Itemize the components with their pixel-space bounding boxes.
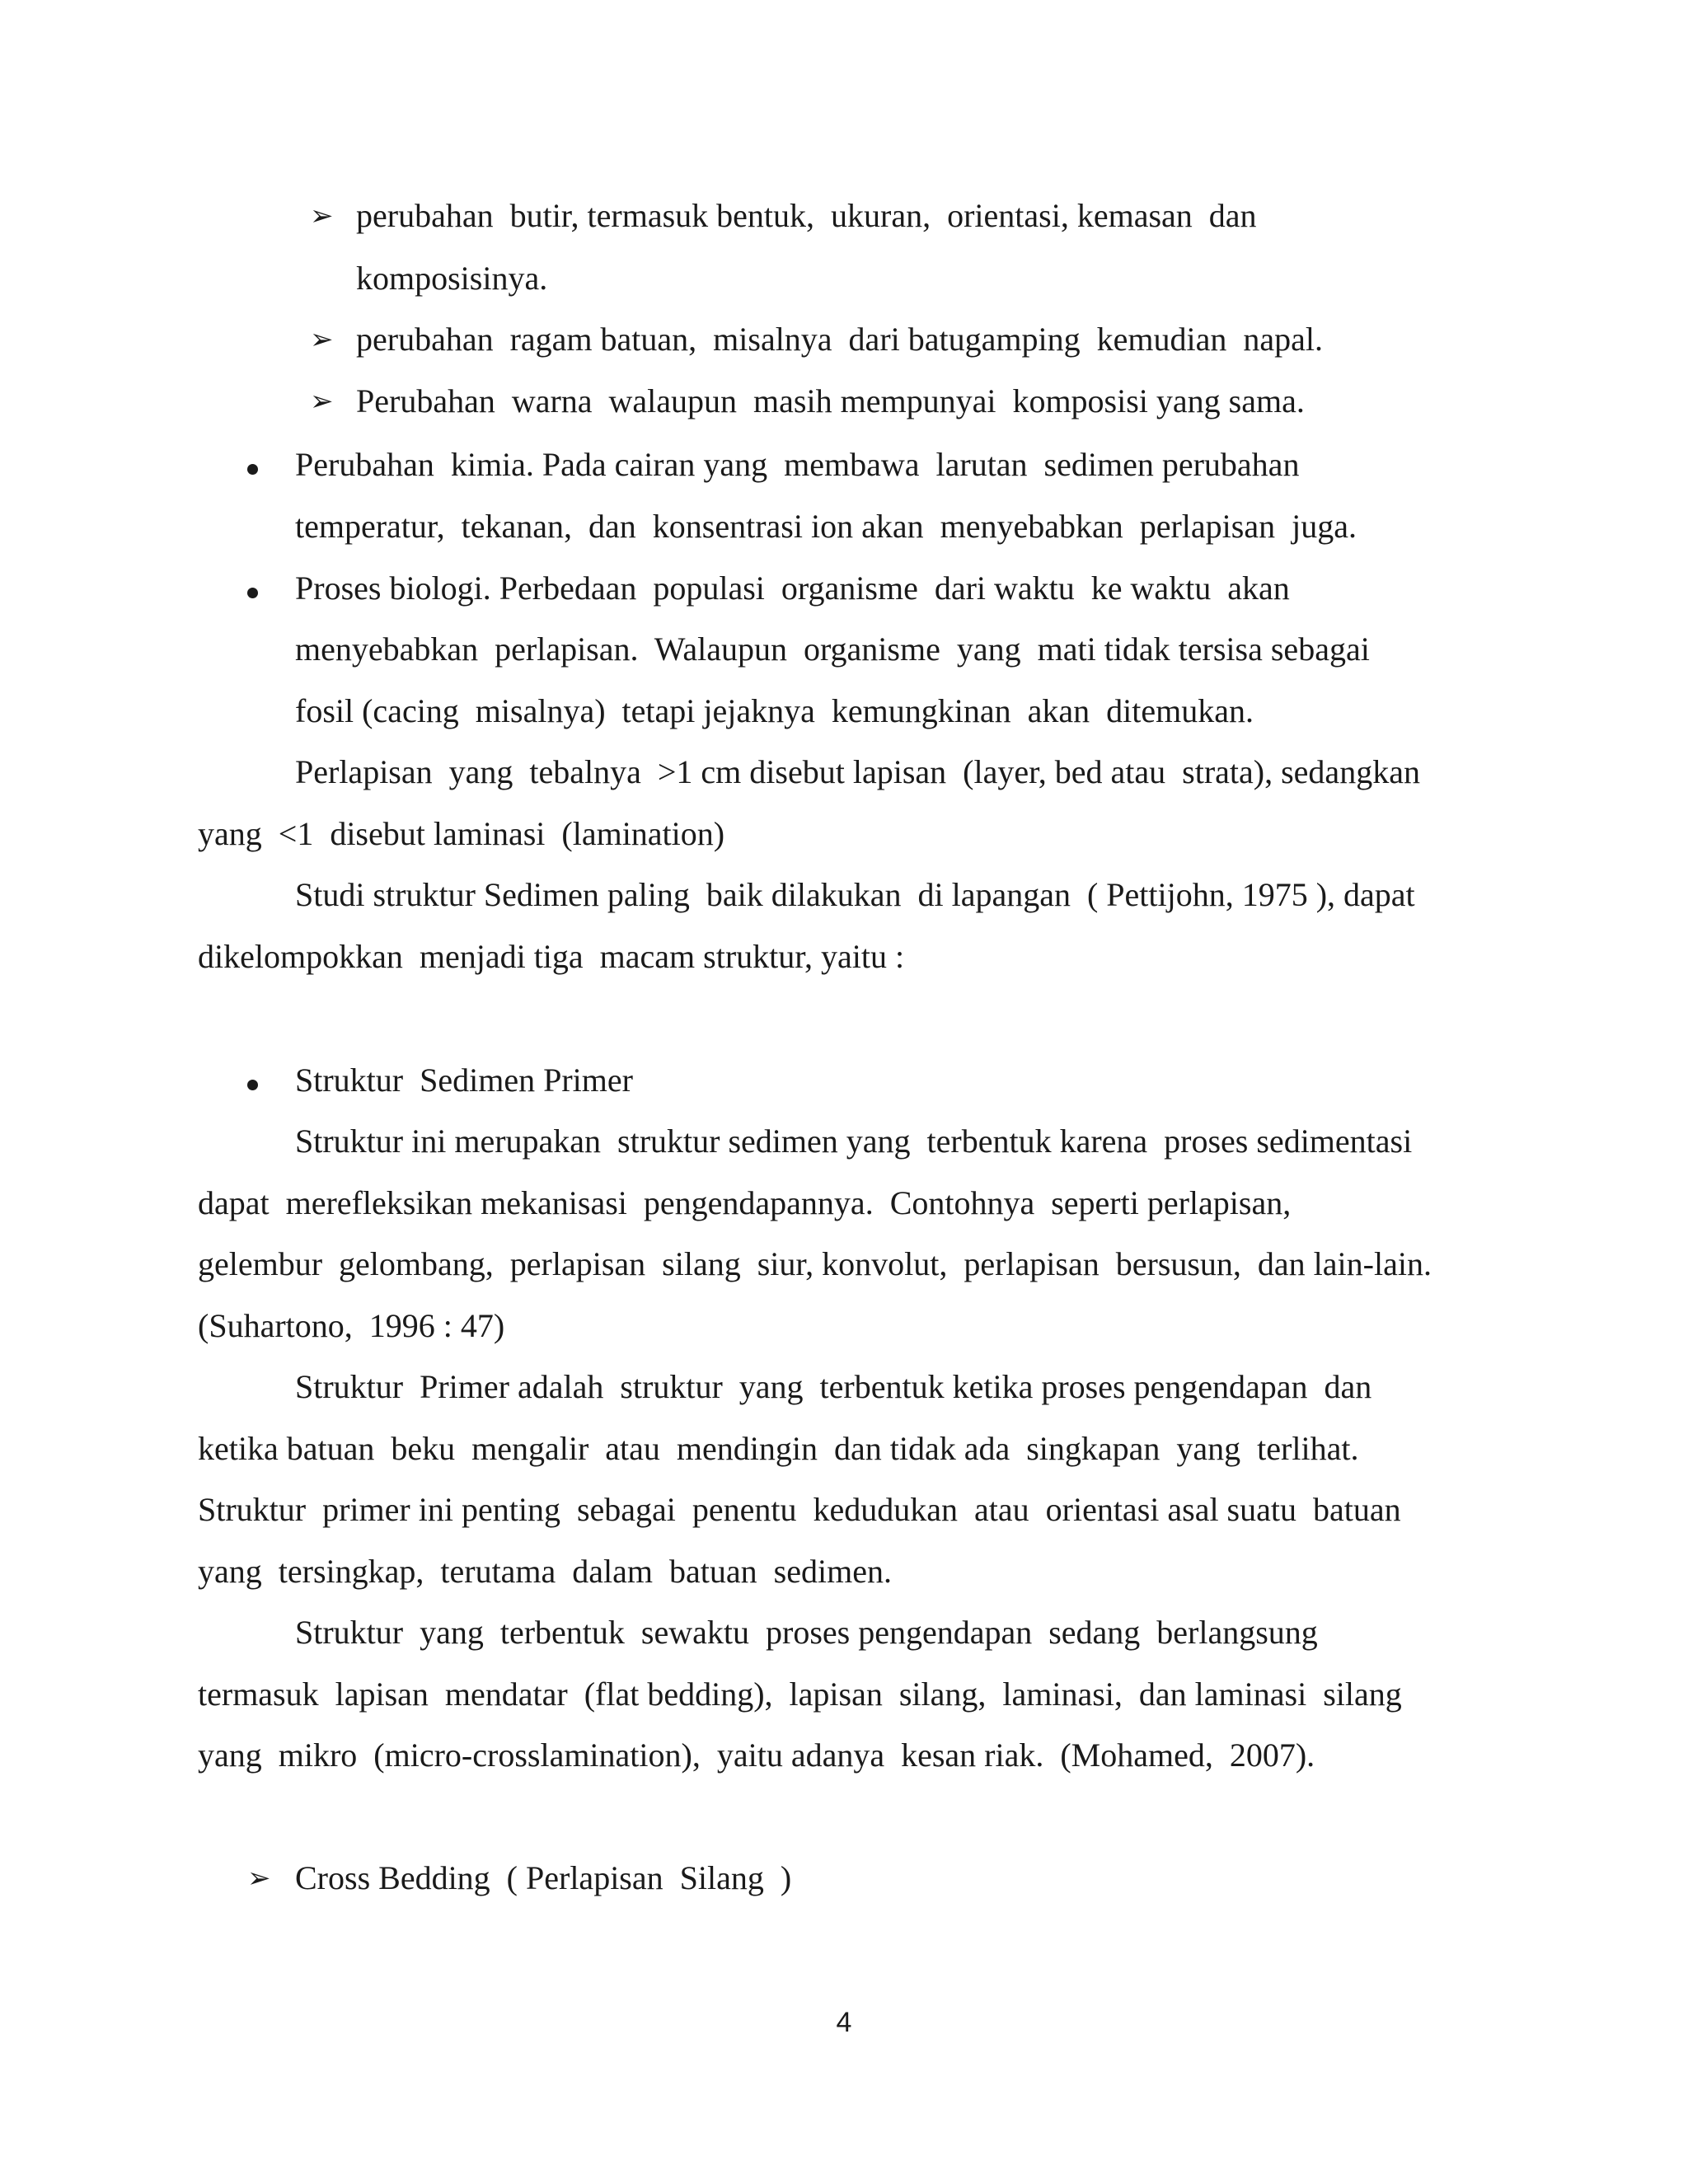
text-line: temperatur, tekanan, dan konsentrasi ion akan menyebabkan perlapisan juga. <box>295 508 1357 545</box>
round-bullet-icon <box>247 588 258 598</box>
text-line: yang <1 disebut laminasi (lamination) <box>198 815 725 852</box>
text-line: Studi struktur Sedimen paling baik dilakukan di lapangan ( Pettijohn, 1975 ), dapat <box>295 876 1415 913</box>
text-line: Struktur Primer adalah struktur yang terbentuk ketika proses pengendapan dan <box>295 1368 1372 1405</box>
text-line: Struktur ini merupakan struktur sedimen yang terbentuk karena proses sedimentasi <box>295 1122 1413 1160</box>
arrow-bullet-icon: ➢ <box>247 1862 271 1895</box>
text-line: yang tersingkap, terutama dalam batuan sedimen. <box>198 1553 892 1590</box>
text-line: perubahan ragam batuan, misalnya dari batugamping kemudian napal. <box>356 321 1323 358</box>
text-line: dapat merefleksikan mekanisasi pengendapannya. Contohnya seperti perlapisan, <box>198 1184 1292 1221</box>
arrow-bullet-icon: ➢ <box>310 199 334 232</box>
arrow-bullet-icon: ➢ <box>310 385 334 418</box>
round-bullet-icon <box>247 464 258 475</box>
text-line: Proses biologi. Perbedaan populasi organisme dari waktu ke waktu akan <box>295 569 1290 607</box>
text-line: perubahan butir, termasuk bentuk, ukuran, orientasi, kemasan dan <box>356 197 1257 234</box>
text-line: Perubahan kimia. Pada cairan yang membawa larutan sedimen perubahan <box>295 446 1300 483</box>
text-line: Struktur primer ini penting sebagai penentu kedudukan atau orientasi asal suatu batuan <box>198 1491 1401 1528</box>
text-line: Struktur yang terbentuk sewaktu proses pengendapan sedang berlangsung <box>295 1614 1318 1651</box>
text-line: (Suhartono, 1996 : 47) <box>198 1307 505 1344</box>
text-line: menyebabkan perlapisan. Walaupun organisme yang mati tidak tersisa sebagai <box>295 630 1370 668</box>
page-number: 4 <box>836 2007 852 2038</box>
arrow-bullet-icon: ➢ <box>310 323 334 356</box>
text-line: fosil (cacing misalnya) tetapi jejaknya kemungkinan akan ditemukan. <box>295 692 1254 729</box>
text-line: dikelompokkan menjadi tiga macam struktur, yaitu : <box>198 938 905 975</box>
text-line: ketika batuan beku mengalir atau mendingin dan tidak ada singkapan yang terlihat. <box>198 1430 1359 1467</box>
text-line: komposisinya. <box>356 260 548 297</box>
text-line: Perlapisan yang tebalnya >1 cm disebut lapisan (layer, bed atau strata), sedangkan <box>295 753 1420 790</box>
text-line: Perubahan warna walaupun masih mempunyai komposisi yang sama. <box>356 382 1305 419</box>
section-heading: Cross Bedding ( Perlapisan Silang ) <box>295 1859 792 1896</box>
text-line: yang mikro (micro-crosslamination), yaitu adanya kesan riak. (Mohamed, 2007). <box>198 1736 1315 1774</box>
round-bullet-icon <box>247 1080 258 1090</box>
text-line: gelembur gelombang, perlapisan silang siur, konvolut, perlapisan bersusun, dan lain-lain. <box>198 1245 1432 1282</box>
section-heading: Struktur Sedimen Primer <box>295 1062 633 1099</box>
text-line: termasuk lapisan mendatar (flat bedding), lapisan silang, laminasi, dan laminasi silang <box>198 1675 1402 1713</box>
